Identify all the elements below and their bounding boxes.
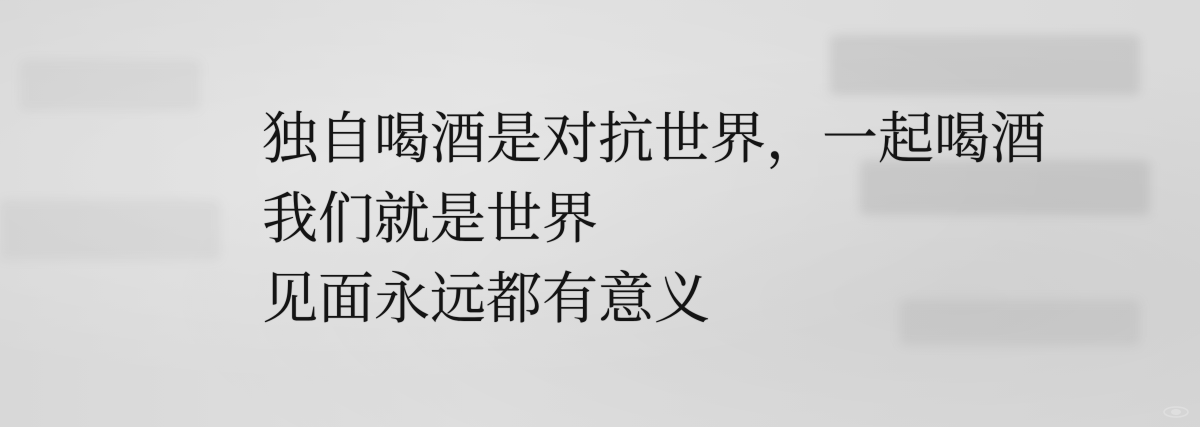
verse-line-3: 见面永远都有意义	[262, 267, 710, 332]
platform-watermark-icon	[1162, 405, 1190, 419]
show-through-text	[20, 60, 200, 110]
show-through-text	[0, 200, 220, 260]
show-through-text	[830, 35, 1140, 95]
printed-verse	[262, 100, 1046, 340]
verse-line-2: 我们就是世界	[262, 187, 598, 252]
verse-line-1: 独自喝酒是对抗世界，一起喝酒	[262, 107, 1046, 172]
